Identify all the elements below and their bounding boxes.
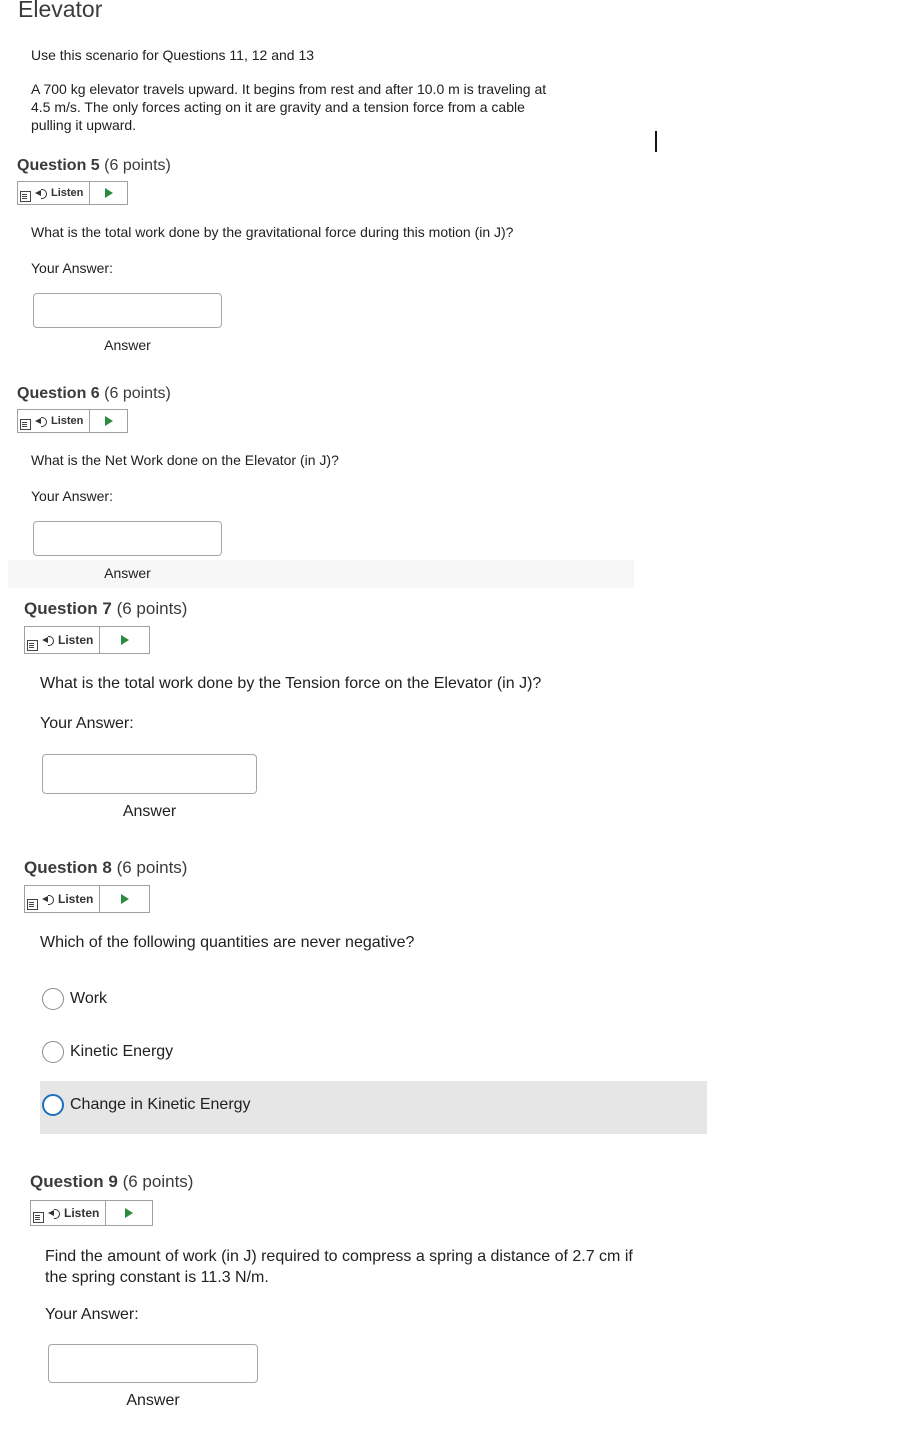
question-label: Question 6 bbox=[17, 385, 100, 402]
listen-button[interactable]: Listen bbox=[32, 410, 90, 432]
question-points: (6 points) bbox=[116, 599, 188, 618]
answer-caption: Answer bbox=[104, 337, 151, 353]
question-text-line: Find the amount of work (in J) required to compress a spring a distance of 2.7 cm if bbox=[45, 1248, 633, 1265]
question-9-header bbox=[30, 1172, 193, 1192]
listen-widget[interactable] bbox=[24, 885, 150, 913]
document-icon[interactable] bbox=[18, 410, 32, 432]
question-text-line: the spring constant is 11.3 N/m. bbox=[45, 1269, 269, 1286]
scenario-text bbox=[31, 80, 546, 134]
question-6-header bbox=[17, 385, 171, 403]
listen-widget[interactable] bbox=[30, 1200, 153, 1226]
question-label: Question 9 bbox=[30, 1172, 118, 1191]
answer-caption: Answer bbox=[104, 565, 151, 581]
text-cursor bbox=[655, 131, 657, 152]
your-answer-label: Your Answer: bbox=[40, 715, 134, 732]
play-icon bbox=[121, 635, 129, 645]
play-icon bbox=[125, 1208, 133, 1218]
question-text: What is the Net Work done on the Elevator (in J)? bbox=[31, 452, 339, 468]
option-label: Change in Kinetic Energy bbox=[70, 1096, 251, 1113]
question-label: Question 5 bbox=[17, 157, 100, 174]
listen-button[interactable]: Listen bbox=[32, 182, 90, 204]
question-text: What is the total work done by the gravitational force during this motion (in J)? bbox=[31, 224, 514, 240]
listen-widget[interactable] bbox=[17, 181, 128, 205]
question-points: (6 points) bbox=[104, 385, 171, 402]
option-change-in-kinetic-energy[interactable] bbox=[42, 1093, 251, 1117]
answer-input[interactable] bbox=[42, 754, 257, 794]
your-answer-label: Your Answer: bbox=[31, 260, 113, 276]
answer-input[interactable] bbox=[48, 1344, 258, 1383]
question-5-header bbox=[17, 157, 171, 175]
question-text bbox=[45, 1246, 633, 1288]
document-icon[interactable] bbox=[18, 182, 32, 204]
listen-button[interactable]: Listen bbox=[39, 886, 100, 912]
radio-button[interactable] bbox=[42, 988, 64, 1010]
question-text: Which of the following quantities are never negative? bbox=[40, 934, 415, 951]
scenario-line: A 700 kg elevator travels upward. It begins from rest and after 10.0 m is traveling at bbox=[31, 81, 547, 97]
play-button[interactable] bbox=[90, 410, 127, 432]
speaker-icon bbox=[35, 188, 47, 198]
answer-caption: Answer bbox=[122, 803, 177, 820]
listen-button[interactable]: Listen bbox=[45, 1201, 106, 1225]
question-7-header bbox=[24, 599, 187, 619]
answer-input[interactable] bbox=[33, 293, 222, 328]
scenario-line: 4.5 m/s. The only forces acting on it are gravity and a tension force from a cable bbox=[31, 99, 525, 115]
radio-button[interactable] bbox=[42, 1041, 64, 1063]
option-label: Work bbox=[70, 990, 108, 1007]
play-icon bbox=[121, 894, 129, 904]
your-answer-label: Your Answer: bbox=[31, 488, 113, 504]
your-answer-label: Your Answer: bbox=[45, 1306, 139, 1323]
question-points: (6 points) bbox=[116, 858, 188, 877]
answer-input[interactable] bbox=[33, 521, 222, 556]
listen-widget[interactable] bbox=[24, 626, 150, 654]
radio-button[interactable] bbox=[42, 1094, 64, 1116]
speaker-icon bbox=[42, 894, 54, 904]
document-icon[interactable] bbox=[25, 627, 39, 653]
page-title: Elevator bbox=[18, 0, 103, 22]
speaker-icon bbox=[35, 416, 47, 426]
question-label: Question 7 bbox=[24, 599, 112, 618]
question-points: (6 points) bbox=[122, 1172, 194, 1191]
option-kinetic-energy[interactable] bbox=[42, 1040, 173, 1064]
option-work[interactable] bbox=[42, 987, 107, 1011]
question-text: What is the total work done by the Tension force on the Elevator (in J)? bbox=[40, 675, 542, 692]
question-points: (6 points) bbox=[104, 157, 171, 174]
question-label: Question 8 bbox=[24, 858, 112, 877]
play-button[interactable] bbox=[100, 886, 149, 912]
document-icon[interactable] bbox=[25, 886, 39, 912]
listen-widget[interactable] bbox=[17, 409, 128, 433]
play-button[interactable] bbox=[106, 1201, 152, 1225]
listen-button[interactable]: Listen bbox=[39, 627, 100, 653]
document-icon[interactable] bbox=[31, 1201, 45, 1225]
answer-caption: Answer bbox=[126, 1392, 180, 1409]
scenario-reference: Use this scenario for Questions 11, 12 and 13 bbox=[31, 47, 315, 63]
question-8-header bbox=[24, 858, 187, 878]
speaker-icon bbox=[48, 1208, 60, 1218]
speaker-icon bbox=[42, 635, 54, 645]
scenario-line: pulling it upward. bbox=[31, 117, 137, 133]
play-button[interactable] bbox=[100, 627, 149, 653]
option-label: Kinetic Energy bbox=[70, 1043, 174, 1060]
play-icon bbox=[105, 188, 113, 198]
play-button[interactable] bbox=[90, 182, 127, 204]
play-icon bbox=[105, 416, 113, 426]
